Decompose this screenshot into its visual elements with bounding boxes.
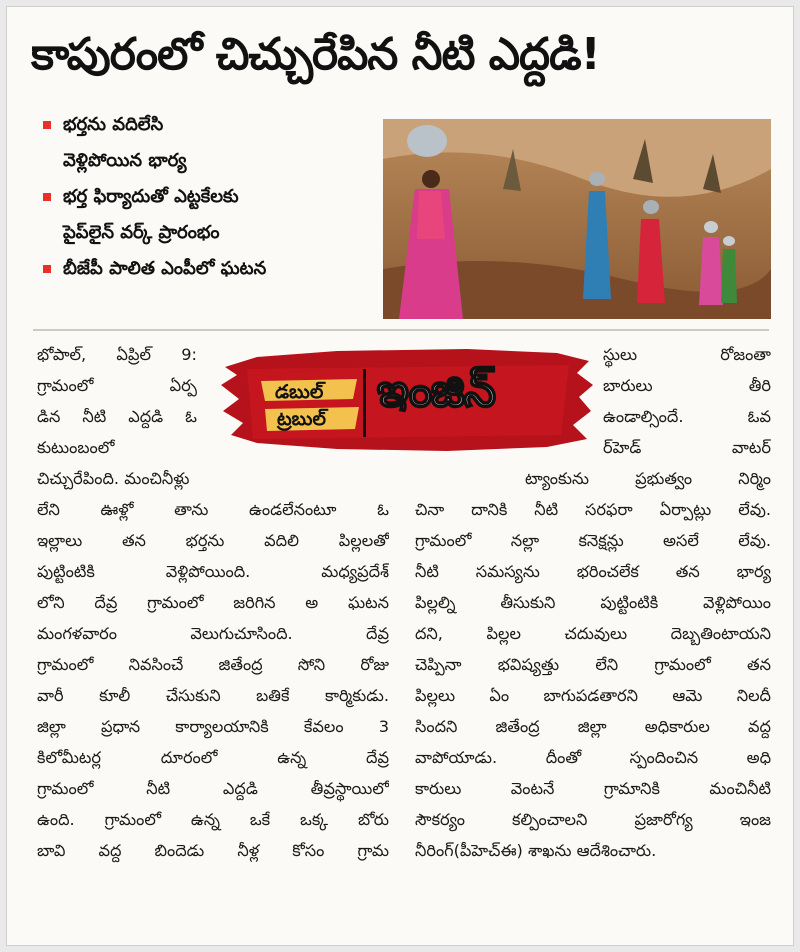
bullet-item <box>37 107 377 179</box>
bullet-line: వెళ్లిపోయిన భార్య <box>63 150 187 171</box>
text-line: ఉంది. గ్రామంలో ఉన్న ఒకే ఒక్క బోరు <box>37 810 389 829</box>
text-line: కుటుంబంలో <box>37 438 115 457</box>
bullet-item <box>37 251 377 287</box>
bullet-line: బీజేపీ పాలిత ఎంపీలో ఘటన <box>63 258 267 279</box>
text-line: కారులు వెంటనే గ్రామానికి మంచినీటి <box>415 779 771 798</box>
text-line: గ్రామంలో నివసించే జితేంద్ర సోని రోజు <box>37 655 389 674</box>
text-line: మంగళవారం వెలుగుచూసింది. దేవ్ర <box>37 624 389 643</box>
text-line: వాపోయాడు. దీంతో స్పందించిన అధి <box>415 748 771 767</box>
text-line: లోని దేవ్ర గ్రామంలో జరిగిన అ ఘటన <box>37 593 389 612</box>
text-line: గ్రామంలో నల్లా కనెక్షన్లు అసలే లేవు. <box>415 531 771 550</box>
section-divider <box>33 329 769 331</box>
text-line: దని, పిల్లల చదువులు దెబ్బతింటాయని <box>415 624 771 643</box>
text-line: చెప్పినా భవిష్యత్తు లేని గ్రామంలో తన <box>415 655 771 674</box>
bullet-line: భర్త ఫిర్యాదుతో ఎట్టకేలకు <box>63 186 239 207</box>
text-line: భోపాల్, ఏప్రిల్ 9: <box>37 345 197 364</box>
text-line: వారీ కూలీ చేసుకుని బతికే కార్మికుడు. <box>37 686 389 705</box>
text-line: బావి వద్ద బిందెడు నీళ్ల కోసం గ్రామ <box>37 841 389 860</box>
pot-icon <box>407 125 447 157</box>
bullet-line: భర్తను వదిలేసి <box>63 114 164 135</box>
text-line: ఇల్లాలు తన భర్తను వదిలి పిల్లలతో <box>37 531 389 550</box>
newspaper-clipping <box>6 6 794 946</box>
photo-women-carrying-water <box>383 119 771 319</box>
text-line: జిల్లా ప్రధాన కార్యాలయానికి కేవలం 3 <box>37 717 389 736</box>
banner-divider <box>363 369 366 437</box>
article-headline: కాపురంలో చిచ్చురేపిన నీటి ఎద్దడి! <box>31 29 600 80</box>
text-line: సిందని జితేంద్ర జిల్లా అధికారుల వద్ద <box>415 717 771 736</box>
text-line: డిన నీటి ఎద్దడి ఓ <box>37 407 197 426</box>
highlight-bullets <box>37 107 377 287</box>
text-line: ఉండాల్సిందే. ఓవ <box>603 407 771 426</box>
text-line: సౌకర్యం కల్పించాలని ప్రజారోగ్య ఇంజ <box>415 810 771 829</box>
banner-label-double: డబుల్ <box>275 381 324 403</box>
banner-label-engine: ఇంజిన్ <box>377 363 495 417</box>
bullet-item <box>37 179 377 251</box>
text-line: పుట్టింటికి వెళ్లిపోయింది. మధ్యప్రదేశ్ <box>37 562 389 581</box>
text-line: స్థులు రోజంతా <box>603 345 771 364</box>
text-line: గ్రామంలో ఏర్ప <box>37 376 197 395</box>
article-photo <box>383 119 771 319</box>
text-line: నీరింగ్(పీహెచ్‌ఈ) శాఖను ఆదేశించారు. <box>415 841 657 860</box>
text-line: చినా దానికి నీటి సరఫరా ఏర్పాట్లు లేవు. <box>415 500 771 519</box>
text-line: లేని ఊళ్లో తాను ఉండలేనంటూ ఓ <box>37 500 389 519</box>
text-line: పిల్లల్ని తీసుకుని పుట్టింటికి వెళ్లిపోయిం <box>415 593 771 612</box>
banner-label-trouble: ట్రబుల్ <box>277 408 326 430</box>
text-line: పిల్లలు ఏం బాగుపడతారని ఆమె నిలదీ <box>415 686 771 705</box>
text-line: కిలోమీటర్ల దూరంలో ఉన్న దేవ్ర <box>37 748 389 767</box>
text-line: బారులు తీరి <box>603 376 771 395</box>
text-line: గ్రామంలో నీటి ఎద్దడి తీవ్రస్థాయిలో <box>37 779 389 798</box>
text-line: ట్యాంకును ప్రభుత్వం నిర్మిం <box>525 469 771 488</box>
double-engine-banner <box>217 339 597 459</box>
bullet-line: పైప్‌లైన్ వర్క్ ప్రారంభం <box>63 222 220 243</box>
text-line: నీటి సమస్యను భరించలేక తన భార్య <box>415 562 771 581</box>
text-line: ర్‌హెడ్ వాటర్ <box>603 438 771 457</box>
text-line: చిచ్చురేపింది. మంచినీళ్లు <box>37 469 190 488</box>
